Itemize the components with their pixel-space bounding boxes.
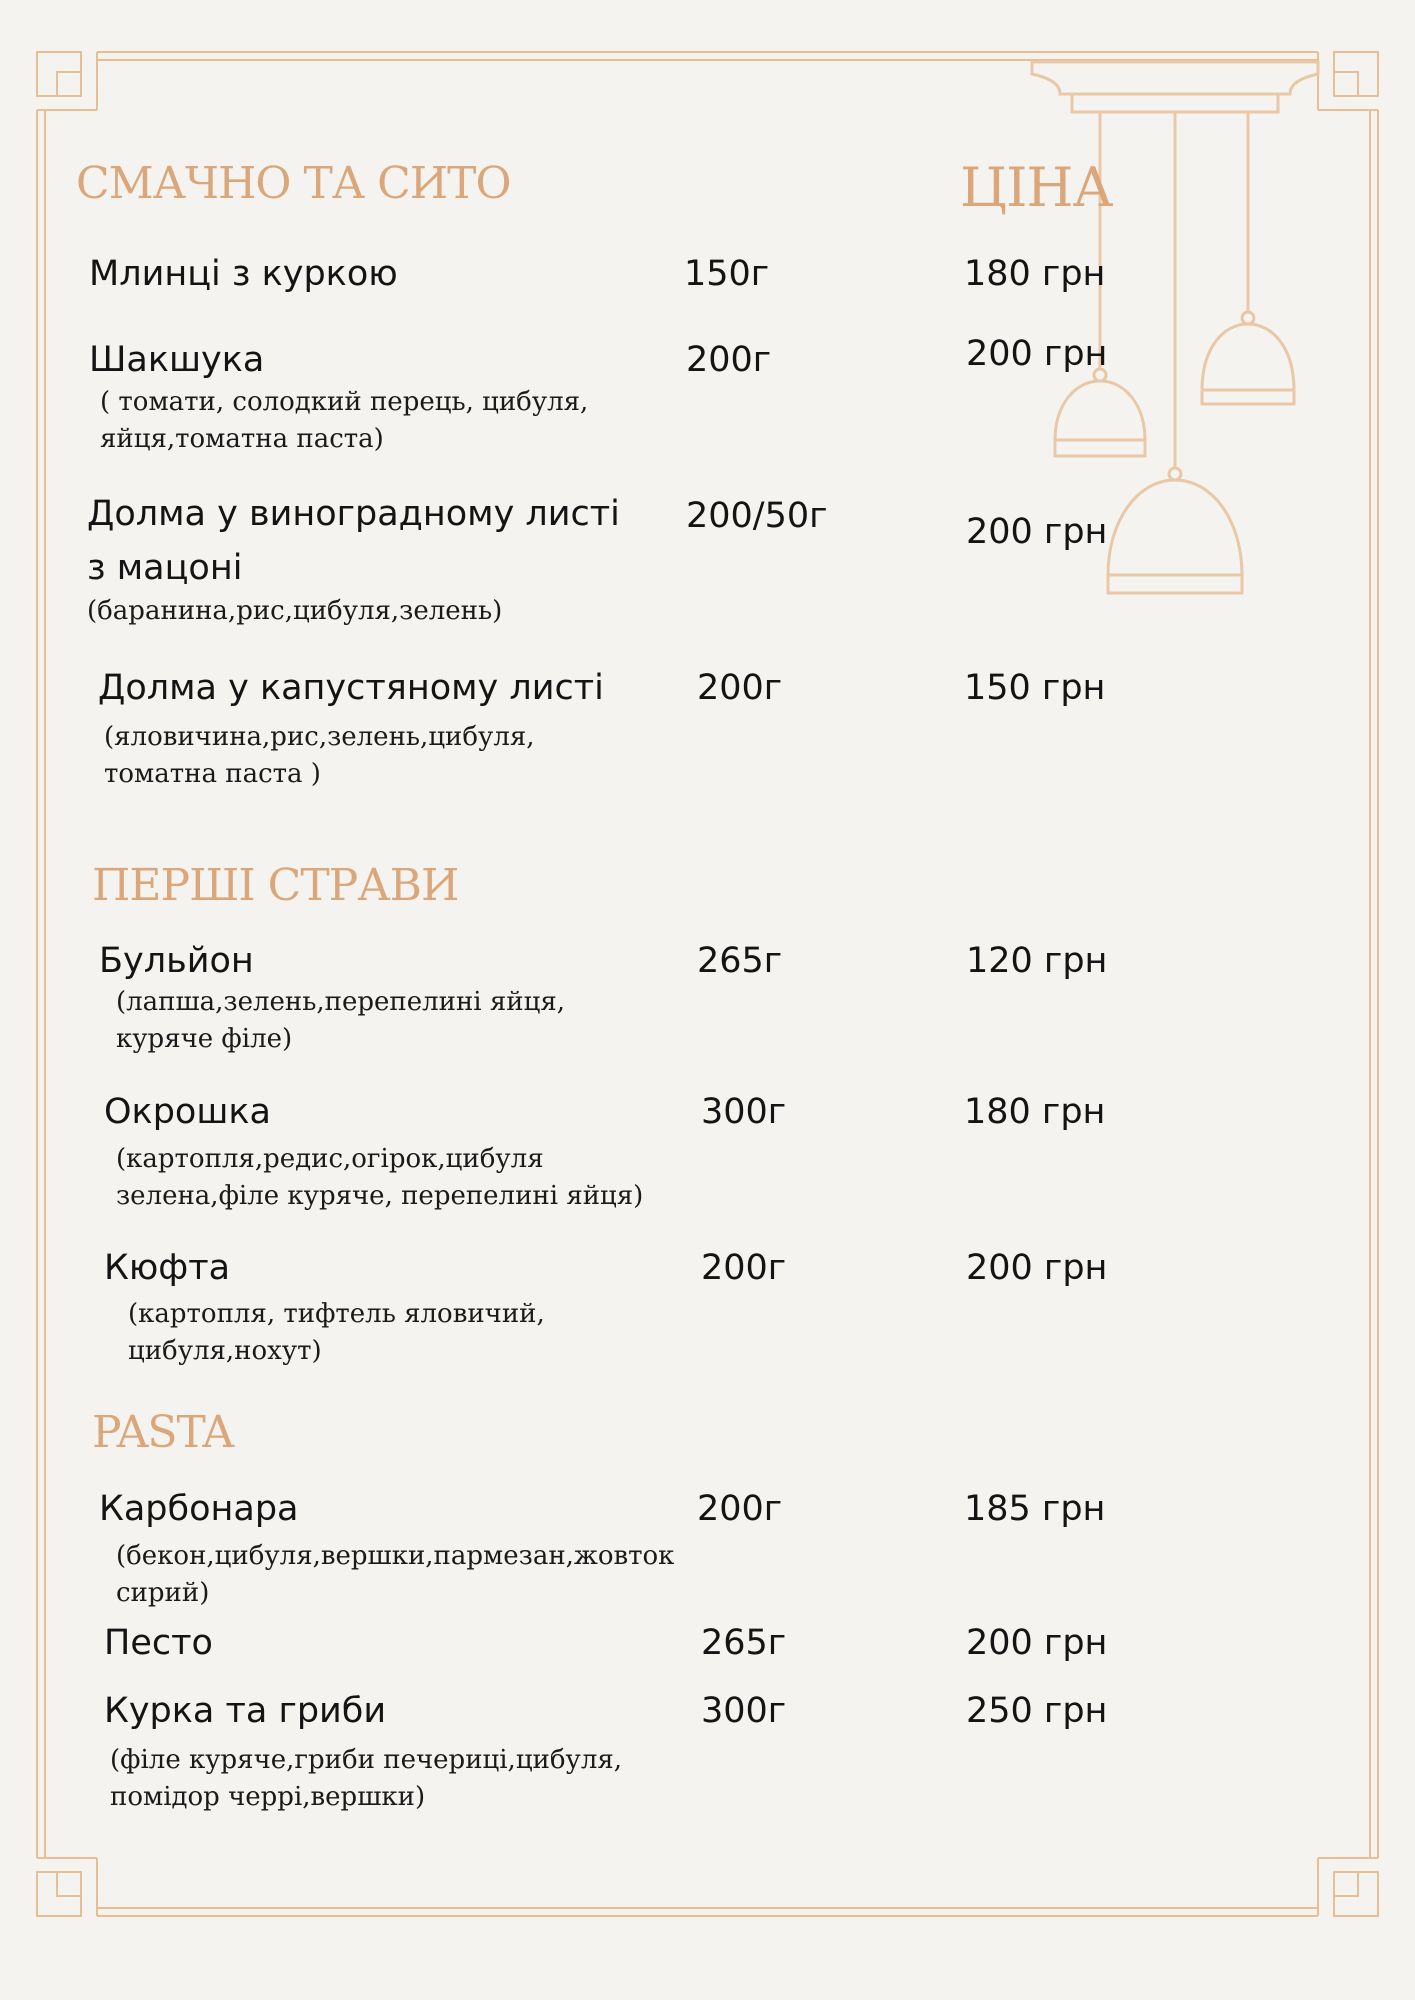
item-name: Кюфта (104, 1248, 231, 1288)
item-description: (бекон,цибуля,вершки,пармезан,жовток (116, 1541, 675, 1571)
item-price: 200 грн (966, 1623, 1108, 1663)
item-name: Млинці з куркою (89, 254, 398, 294)
item-name: Долма у капустяному листі (98, 668, 604, 708)
item-price: 120 грн (966, 941, 1108, 981)
item-name: Песто (104, 1623, 213, 1663)
item-name: Курка та гриби (104, 1691, 387, 1731)
item-description: (картопля,редис,огірок,цибуля (116, 1144, 544, 1174)
item-name: Карбонара (99, 1489, 299, 1529)
item-price: 200 грн (966, 512, 1108, 552)
item-weight: 300г (701, 1691, 787, 1731)
item-weight: 200г (697, 1489, 783, 1529)
item-description: (філе куряче,гриби печериці,цибуля, (110, 1745, 623, 1775)
item-weight: 265г (701, 1623, 787, 1663)
item-price: 185 грн (964, 1489, 1106, 1529)
item-description: куряче філе) (116, 1024, 293, 1054)
section-title-soups: ПЕРШІ СТРАВИ (92, 860, 459, 911)
item-description: ( томати, солодкий перець, цибуля, (100, 387, 589, 417)
item-name: Бульйон (99, 941, 254, 981)
item-name: Окрошка (104, 1092, 271, 1132)
item-name: Шакшука (89, 340, 265, 380)
item-description: (лапша,зелень,перепелині яйця, (116, 987, 565, 1017)
section-title-snacks: СМАЧНО ТА СИТО (76, 158, 511, 209)
item-description: зелена,філе куряче, перепелині яйця) (116, 1181, 644, 1211)
item-weight: 150г (684, 254, 770, 294)
item-price: 180 грн (964, 1092, 1106, 1132)
item-description: цибуля,нохут) (128, 1336, 322, 1366)
item-weight: 200г (686, 340, 772, 380)
item-description: (картопля, тифтель яловичий, (128, 1299, 545, 1329)
item-weight: 200г (701, 1248, 787, 1288)
item-price: 250 грн (966, 1691, 1108, 1731)
item-weight: 300г (701, 1092, 787, 1132)
item-price: 180 грн (964, 254, 1106, 294)
item-name: з мацоні (87, 548, 243, 588)
item-weight: 265г (697, 941, 783, 981)
item-weight: 200г (697, 668, 783, 708)
item-price: 150 грн (964, 668, 1106, 708)
item-description: томатна паста ) (104, 759, 321, 789)
item-price: 200 грн (966, 334, 1108, 374)
item-description: (баранина,рис,цибуля,зелень) (87, 596, 503, 626)
section-title-pasta: PASTA (92, 1407, 234, 1458)
item-description: помідор черрі,вершки) (110, 1782, 426, 1812)
item-weight: 200/50г (686, 496, 828, 536)
item-name: Долма у виноградному листі (87, 494, 620, 534)
item-description: яйця,томатна паста) (100, 424, 384, 454)
price-column-title: ЦІНА (960, 156, 1113, 219)
item-description: сирий) (116, 1578, 210, 1608)
item-price: 200 грн (966, 1248, 1108, 1288)
item-description: (яловичина,рис,зелень,цибуля, (104, 722, 535, 752)
